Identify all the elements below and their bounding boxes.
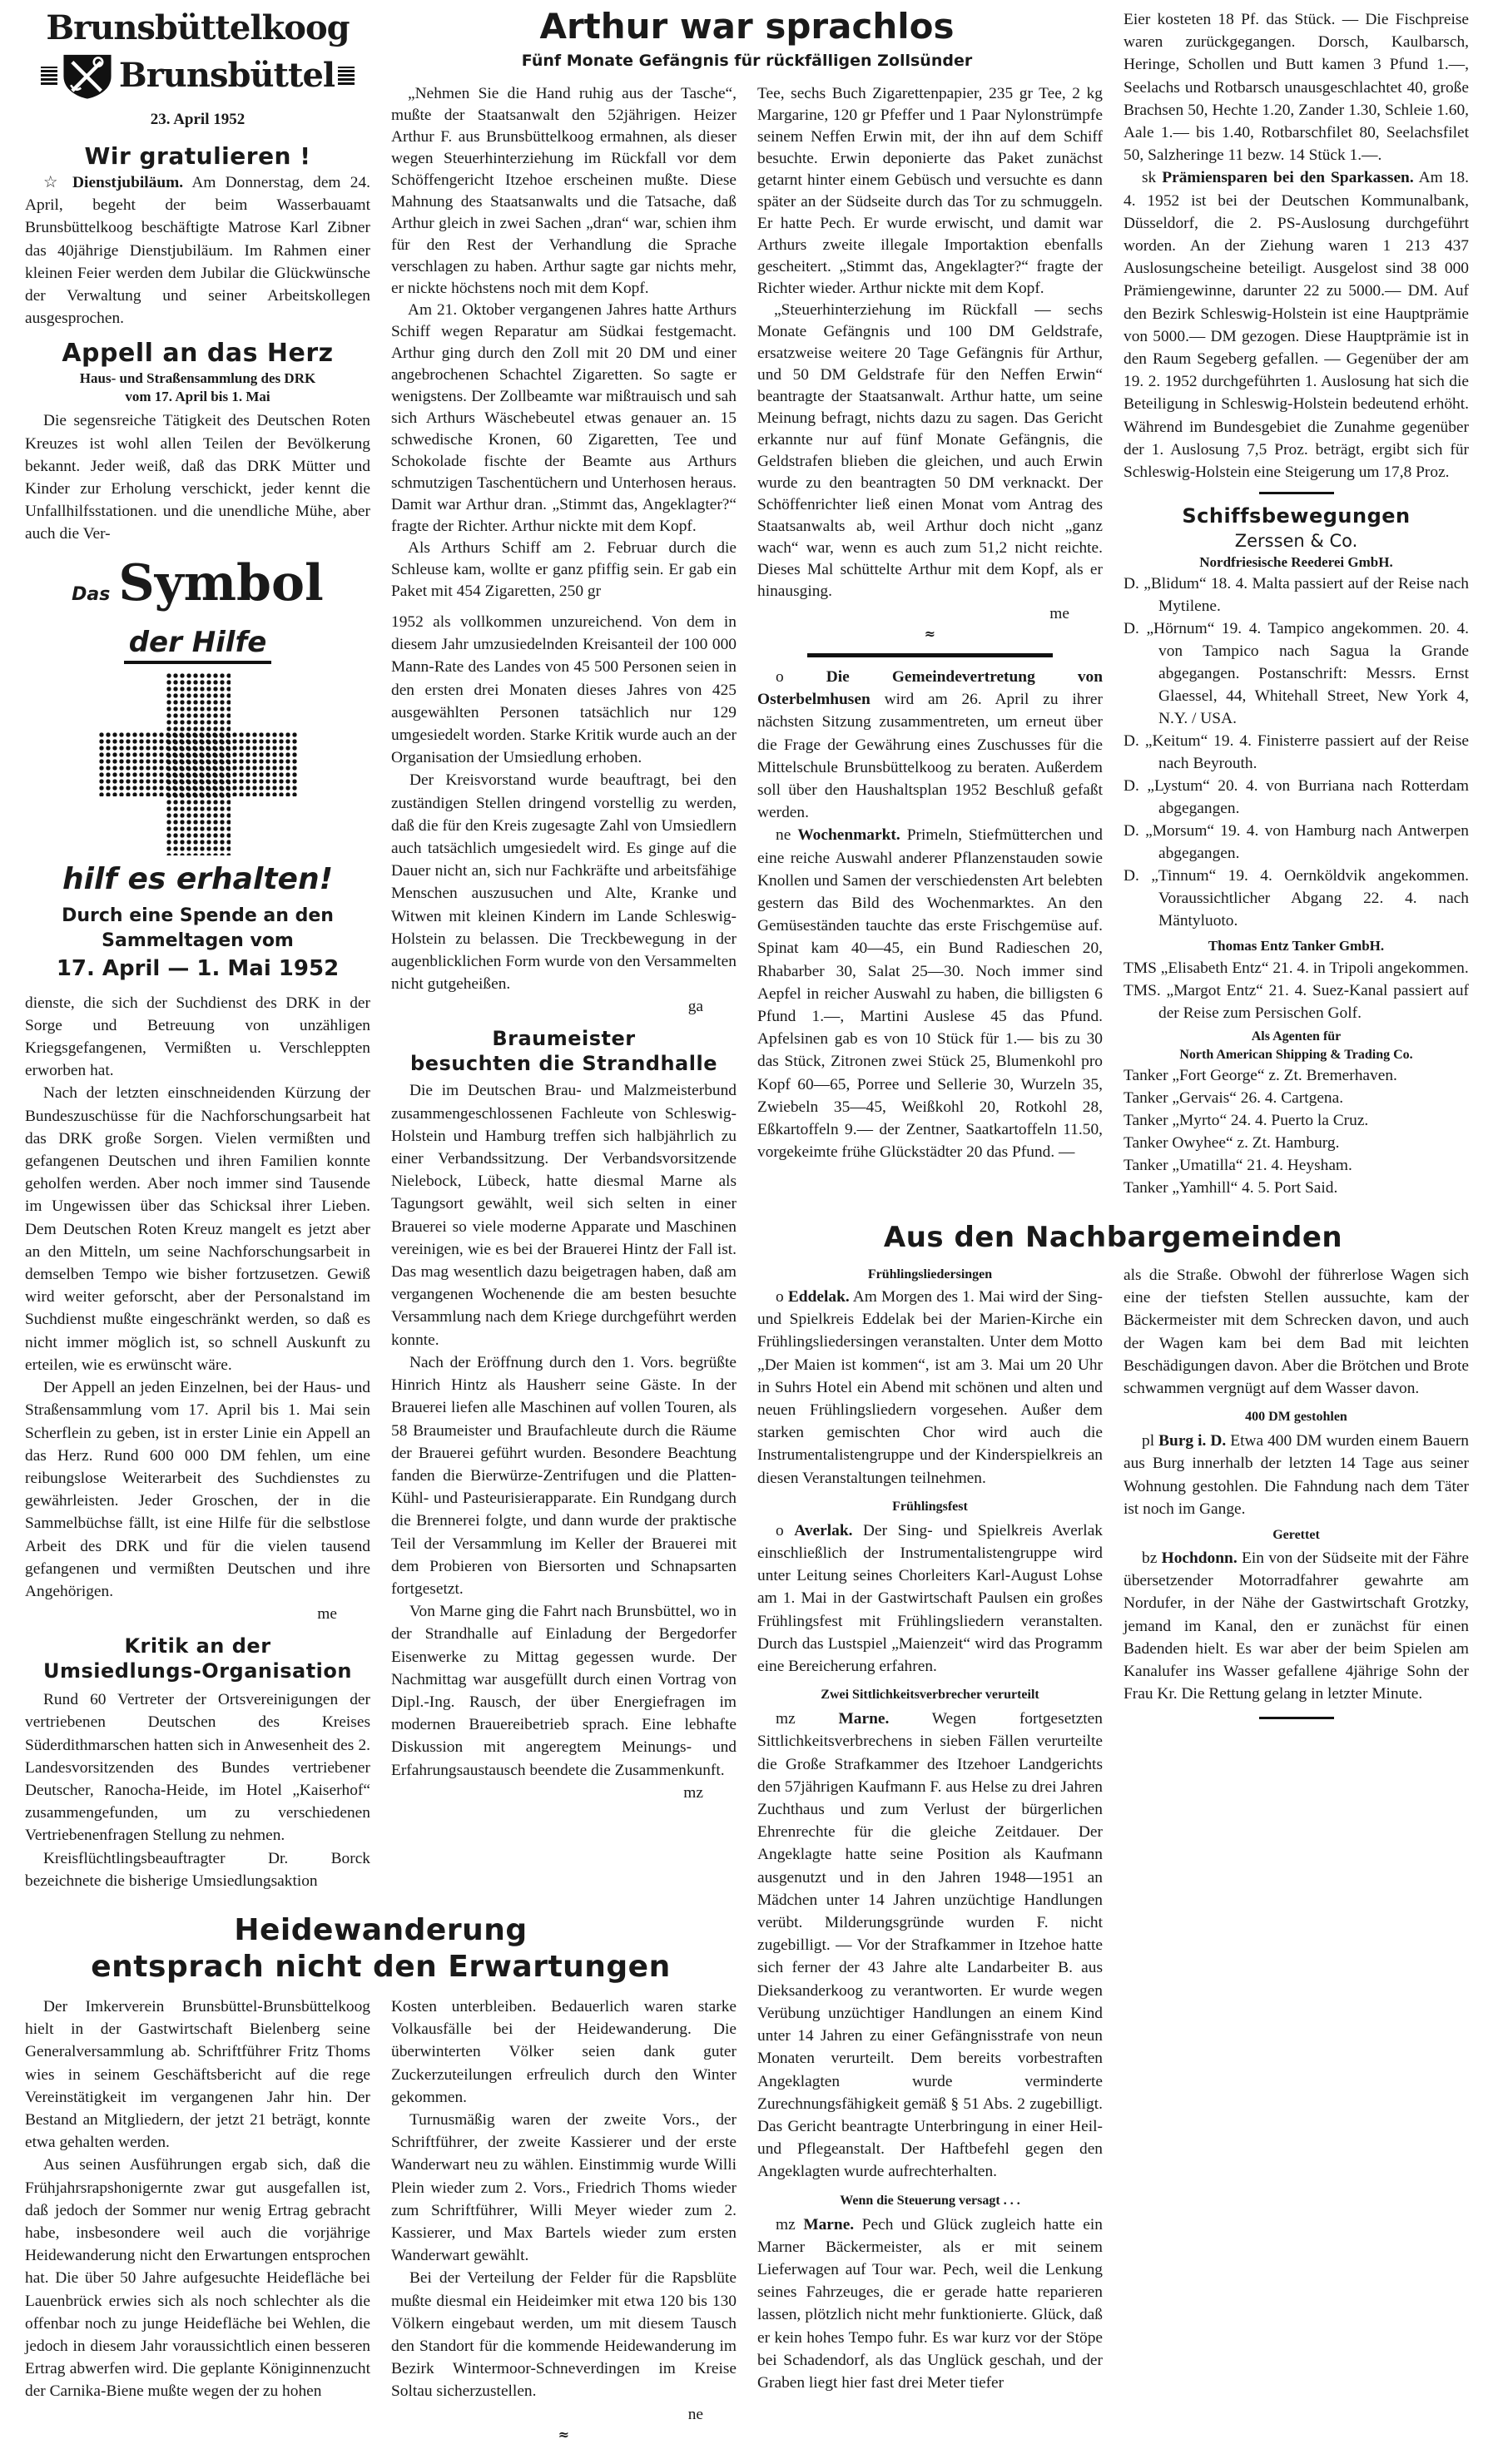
masthead-banner-right-icon bbox=[338, 67, 355, 85]
subheadline: vom 17. April bis 1. Mai bbox=[125, 389, 270, 405]
ornament-icon: ≈ bbox=[558, 2426, 570, 2442]
article-body: o Eddelak. Am Morgen des 1. Mai wird der Sing- und Spielkreis Eddelak bei der Marien-Kirche ein Frühlingsliedersingen veranstalten. Unter dem Motto „Der Maien ist kommen“, ist am 3. Mai um 20 Uhr in Suhrs Hotel ein Abend mit schönen und alten und neuen Frühlingsliedern vorgesehen. Außer dem starken gemischten Chor wird auch die Instrumentalistengruppe und der Kinderspielkreis an diesen Veranstaltungen teilnehmen. bbox=[757, 1288, 1103, 1487]
article-body: Rund 60 Vertreter der Ortsvereinigungen der vertriebenen Deutschen des Kreises Süderdithmarschen hatten sich in Anwesenheit des 2. Landesvorsitzenden des Bundes vertriebener Deutscher, Ranocha-Heide, im Hotel „Kaiserhof“ zusammengefunden, um zu verschiedenen Vertriebenenfragen Stellung zu nehmen. bbox=[25, 1691, 370, 1845]
article-lead: Wochenmarkt. bbox=[797, 826, 900, 845]
agent-entry: Tanker „Yamhill“ 4. 5. Port Said. bbox=[1124, 1179, 1338, 1197]
article-body: Die segensreiche Tätigkeit des Deutschen Roten Kreuzes ist wohl allen Teilen der Bevölkerung bekannt. Jeder weiß, daß das DRK Mütter und Kinder zur Erholung verschickt, jeder kennt die Unfallhilfsstationen. und die unendliche Mühe, aber auch die Ver- bbox=[25, 412, 370, 543]
section-heading: Frühlingsliedersingen bbox=[867, 1267, 993, 1282]
article-body: ne Wochenmarkt. Primeln, Stiefmütterchen und eine reiche Auswahl anderer Pflanzenstauden sowie Knollen und Samen der verschiedensten Art belebten gestern das Bild des Wochenmarktes. An den Gemüseständen tauchte das erste Frischgemüse auf. Spinat kam 40—45, ein Bund Radieschen 20, Rhabarber 30, Salat 25—30. Noch immer sind Aepfel in reicher Auswahl zu haben, die billigsten 6 Pfund 1.—, Martini Auslese 45 das Pfund. Apfelsinen gab es von 10 Stück für 1.— bis zu 30 das Stück, Zitronen zwei Stück 25, Blumenkohl pro Kopf 60—65, Porree und Sellerie 30, Wurzeln 35, Zwiebeln 35—45, Weißkohl 20, Rotkohl 28, Eßkartoffeln 9.— der Zentner, Saatkartoffeln 11.50, vorgekeimte frühe Glückstädter 20 das Pfund. — bbox=[757, 826, 1103, 1162]
ad-symbol: Symbol bbox=[118, 553, 324, 612]
article-wir-gratulieren bbox=[25, 141, 370, 330]
ship-movements bbox=[1124, 503, 1469, 1199]
agent-entry: Tanker „Umatilla“ 21. 4. Heysham. bbox=[1124, 1157, 1352, 1175]
section-heading: Frühlingsfest bbox=[892, 1499, 968, 1514]
author-signature: mz bbox=[683, 1783, 703, 1802]
masthead-banner-left-icon bbox=[41, 67, 57, 85]
author-signature: ga bbox=[687, 998, 703, 1016]
headline-nachbargemeinden: Aus den Nachbargemeinden bbox=[883, 1221, 1343, 1254]
article-body: Bei der Verteilung der Felder für die Rapsblüte mußte diesmal ein Heideimker mit etwa 120 bis 130 Völkern eingebaut werden, um mit diesem Tausch den Standort für die kommende Heidewanderung im Bezirk Wintermoor-Schneverdingen im Kreise Soltau sicherzustellen. bbox=[391, 2269, 737, 2401]
heide-column-1 bbox=[25, 1995, 370, 2403]
article-body: sk Prämiensparen bei den Sparkassen. Am 18. 4. 1952 ist bei der Deutschen Kommunalbank, Düsseldorf, die 2. PS-Auslosung durchgeführt worden. An der Ziehung waren 1 213 437 Auslosungscheine beteiligt. Ausgelost sind 38 000 Prämiengewinne, darunter 22 zu 5000.— DM. Auf den Bezirk Schleswig-Holstein ist eine Hauptprämie von 5000.— DM gezogen. Diese Hauptprämie ist in den Raum Segeberg gefallen. — Gegenüber der am 19. 2. 1952 durchgeführten 1. Auslosung hat sich die Beteiligung in Schleswig-Holstein bedeutend erhöht. Während im Bundesgebiet die Zunahme gegenüber der 1. Auslosung 7,5 Proz. beträgt, ergibt sich für Schleswig-Holstein eine Steigerung um 17,8 Proz. bbox=[1124, 169, 1469, 482]
article-body: Nach der Eröffnung durch den 1. Vors. begrüßte Hinrich Hintz als Hausherr seine Gäste. In der Brauerei liefen alle Maschinen auf vollen Touren, als 58 Braumeister und Braufachleute durch die Räume der Brauerei geführt wurden. Besondere Beachtung fanden die Bierwürze-Zentrifugen und die Platten-Kühl- und Pasteurisierapparate. Ein Rundgang durch die Brennerei folgte, und dann wurde der praktische Teil der Versammlung im Keller der Brauerei mit dem Probieren von Biersorten und Schnapsarten fortgesetzt. bbox=[391, 1353, 737, 1598]
company-name: Nordfriesische Reederei GmbH. bbox=[1199, 554, 1393, 571]
article-kritik-continued bbox=[391, 611, 737, 1018]
article-body: als die Straße. Obwohl der führerlose Wagen sich eine der tiefsten Stellen aussuchte, kam der Bäckermeister mit dem Schrecken davon, und auch der Wagen kam bei dem Bad mit leichten Beschädigungen davon. Aber die Brötchen und Brote schwammen vergnügt auf dem Wasser davon. bbox=[1124, 1267, 1469, 1398]
headline-braumeister: Braumeister besuchten die Strandhalle bbox=[410, 1027, 717, 1076]
author-signature: me bbox=[1049, 605, 1069, 622]
masthead-title-line2: Brunsbüttel bbox=[118, 56, 335, 95]
ad-line1: Durch eine Spende an den bbox=[62, 905, 334, 926]
article-body: Der Appell an jeden Einzelnen, bei der Haus- und Straßensammlung vom 17. April bis 1. Mai sein Scherflein zu geben, ist in erster Linie ein Appell an das Herz. Rund 600 000 DM fehlen, um eine reibungslose Weiterarbeit des Suchdienstes zu gewährleisten. Jeder Groschen, der in die Sammelbüchse fällt, ist eine Hilfe für die selbstlose Arbeit des DRK und für die vielen tausend gefangenen und vermißten Deutschen und ihre Angehörigen. bbox=[25, 1379, 370, 1600]
divider bbox=[1259, 1717, 1334, 1719]
article-kritik bbox=[25, 1634, 370, 1892]
ad-line2: Sammeltagen vom bbox=[102, 930, 294, 951]
ad-das: Das bbox=[72, 583, 111, 605]
ship-entry: D. „Blidum“ 18. 4. Malta passiert auf der Reise nach Mytilene. bbox=[1124, 575, 1469, 616]
author-signature: ne bbox=[687, 2405, 703, 2423]
article-body: pl Burg i. D. Etwa 400 DM wurden einem Bauern aus Burg innerhalb der letzten 14 Tage aus seiner Wohnung gestohlen. Die Fahndung nach dem Täter ist noch im Gange. bbox=[1124, 1432, 1469, 1518]
red-cross-icon bbox=[98, 672, 298, 855]
article-arthur bbox=[391, 3, 1103, 72]
article-body: Von Marne ging die Fahrt nach Brunsbüttel, wo in der Strandhalle auf Einladung der Bergedorfer Eisenwerke zu Mittag gegessen wurde. Der Nachmittag war ausgefüllt durch einen Vortrag von Dipl.-Ing. Rausch, der über Energiefragen im modernen Brauereibetrieb sprach. Eine lebhafte Diskussion mit angeregtem Meinungs- und Erfahrungsaustausch beendete die Zusammenkunft. bbox=[391, 1603, 737, 1779]
article-heide bbox=[25, 1912, 737, 2444]
drk-advertisement bbox=[25, 554, 370, 984]
heide-column-2 bbox=[391, 1995, 737, 2444]
ad-slogan: hilf es erhalten! bbox=[62, 861, 333, 896]
article-body: Am 21. Oktober vergangenen Jahres hatte Arthurs Schiff wegen Reparatur am Südkai festgemacht. Arthur ging durch den Zoll mit 20 DM und einer angebrochenen Schachtel Zigaretten. So sagte er wenigstens. Der Zollbeamte war mißtrauisch und sah sich Arthurs Wäschebeutel etwas genauer an. 15 schwedische Kronen, 60 Zigaretten, Tee und Schokolade fischte der Beamte aus Arthurs schmutzigen Taschentüchern und Unterhosen heraus. Damit war Arthur dran. „Stimmt das, Angeklagter?“ fragte der Richter. Arthur nickte mit dem Kopf. bbox=[391, 301, 737, 535]
subheadline-arthur: Fünf Monate Gefängnis für rückfälligen Zollsünder bbox=[521, 52, 973, 70]
column-middle-right bbox=[757, 83, 1103, 1172]
article-body: Der Imkerverein Brunsbüttel-Brunsbüttelkoog hielt in der Gastwirtschaft Bielenberg seine Generalversammlung ab. Schriftführer Fritz Thoms wies in seinem Geschäftsbericht auf die rege Vereinstätigkeit im vergangenen Jahr hin. Der Bestand an Mitgliedern, der jetzt 21 beträgt, konnte etwa gehalten werden. bbox=[25, 1998, 370, 2152]
agent-entry: Tanker „Myrto“ 24. 4. Puerto la Cruz. bbox=[1124, 1112, 1369, 1130]
tanker-entry: TMS „Elisabeth Entz“ 21. 4. in Tripoli angekommen. bbox=[1124, 959, 1469, 978]
article-lead: Averlak. bbox=[794, 1521, 853, 1539]
agent-entry: Tanker „Fort George“ z. Zt. Bremerhaven. bbox=[1124, 1067, 1397, 1085]
nachbar-column-2 bbox=[1124, 1264, 1469, 1719]
article-lead: Hochdonn. bbox=[1161, 1549, 1238, 1568]
article-appell-continued bbox=[25, 992, 370, 1625]
ship-entry: D. „Lystum“ 20. 4. von Burriana nach Rotterdam abgegangen. bbox=[1124, 777, 1469, 818]
article-body: Die im Deutschen Brau- und Malzmeisterbund zusammengeschlossenen Fachleute von Schleswig-Holstein und Hamburg treffen sich halbjährlich zu einer Verbandssitzung. Der Verbandsvorsitzende Nielebock, Lübeck, hatte diesmal Marne als Tagungsort gewählt, weil sich selten in einer Brauerei so viele moderne Apparate und Maschinen vereinigen, wie es bei der Brauerei Hintz der Fall ist. Das mag wesentlich dazu beigetragen haben, daß am vergangenen Wochenende die am besten besuchte Versammlung nach dem Kriege durchgeführt werden konnte. bbox=[391, 1082, 737, 1349]
headline-kritik: Kritik an der Umsiedlungs-Organisation bbox=[43, 1634, 352, 1683]
article-lead: Eddelak. bbox=[787, 1288, 850, 1306]
article-body: Turnusmäßig waren der zweite Vors., der Schriftführer, der zweite Kassierer und der erste Wanderwart neu zu wählen. Einstimmig wurde Willi Plein wieder zum 2. Vors., Friedrich Thoms wieder zum Schriftführer, Willi Meyer wieder zum 2. Kassierer, und Max Bartels wieder zum ersten Wanderwart gewählt. bbox=[391, 2111, 737, 2265]
local-news-middle bbox=[757, 666, 1103, 1163]
ship-entry: D. „Keitum“ 19. 4. Finisterre passiert auf der Reise nach Beyrouth. bbox=[1124, 732, 1469, 773]
masthead bbox=[25, 8, 370, 130]
article-body: Kosten unterbleiben. Bedauerlich waren starke Volkausfälle bei der Heidewanderung. Die überwinterten Völker seien dank guter Zuckerzuteilungen erfreulich durch den Winter gekommen. bbox=[391, 1998, 737, 2106]
ornament-icon: ≈ bbox=[924, 626, 936, 642]
ad-der-hilfe: der Hilfe bbox=[124, 624, 272, 664]
article-body: dienste, die sich der Suchdienst des DRK in der Sorge und Betreuung von unzähligen Kriegsgefangenen, Vermißten u. Verschleppten erworben hat. bbox=[25, 994, 370, 1080]
article-body: Eier kosteten 18 Pf. das Stück. — Die Fischpreise waren zurückgegangen. Dorsch, Kaulbarsch, Heringe, Schollen und Butt kamen 3 Pfund 1.—, Seelachs und Rotbarsch unausgeschlachtet 40, große Brachsen 50, Hechte 1.20, Zander 1.30, Schleie 1.60, Aale 1.— bis 1.40, Rotbarschfilet 80, Seelachsfilet 50, Salzheringe 11 bezw. 14 Stück 1.—. bbox=[1124, 11, 1469, 165]
agent-entry: Tanker Owyhee“ z. Zt. Hamburg. bbox=[1124, 1134, 1340, 1153]
masthead-title-line1: Brunsbüttelkoog bbox=[46, 8, 350, 47]
article-body: mz Marne. Pech und Glück zugleich hatte ein Marner Bäckermeister, als er mit seinem Lieferwagen auf Tour war. Pech, weil die Lenkung seines Fahrzeuges, die er gerade hatte reparieren lassen, plötzlich nicht mehr funktionierte. Glück, daß er kein hohes Tempo fuhr. Es war kurz vor der Stöpe bei Schadendorf, als das Unglück geschah, und der Graben liegt hier fast drei Meter tiefer bbox=[757, 2215, 1103, 2392]
issue-date: 23. April 1952 bbox=[150, 111, 246, 128]
article-lead: Burg i. D. bbox=[1158, 1432, 1227, 1450]
article-body: „Nehmen Sie die Hand ruhig aus der Tasche“, mußte der Staatsanwalt den 52jährigen. Heizer Arthur F. aus Brunsbüttelkoog ermahnen, als dieser wegen Steuerhinterziehung im Rückfall vor dem Schöffengericht Itzehoe erscheinen mußte. Diese Mahnung des Staatsanwalts und die Tatsache, daß Arthur gleich in zwei Sachen „dran“ war, schien ihm für den Rest der Verhandlung die Sprache verschlagen zu haben. Arthur sagte gar nichts mehr, er nickte höchstens noch mit dem Kopf. bbox=[391, 85, 737, 297]
agents-heading: North American Shipping & Trading Co. bbox=[1179, 1048, 1413, 1063]
article-body: Aus seinen Ausführungen ergab sich, daß die Frühjahrsrapshonigernte zwar gut ausgefallen ist, daß jedoch der Sommer nur wenig Ertrag gebracht habe, insbesondere weil auch die vorjährige Heidewanderung nicht den Erwartungen entsprochen hat. Die über 50 Jahre aufgesuchte Heidefläche bei Lauenbrück erwies sich als noch schlechter als die offenbar noch zu junge Heidefläche bei Wehlen, die jedoch in diesem Jahr voraussichtlich einen besseren Ertrag abwerfen wird. Die geplante Königinnenzucht der Carnika-Biene mußte wegen der zu hohen bbox=[25, 2156, 370, 2401]
star-icon: ☆ bbox=[43, 174, 63, 191]
article-lead: Marne. bbox=[803, 2215, 855, 2233]
article-body: Tee, sechs Buch Zigarettenpapier, 235 gr Tee, 2 kg Margarine, 120 gr Pfeffer und 1 Paar Nylonstrümpfe seinem Neffen Erwin mit, der ihn auf dem Schiff besuchte. Erwin deponierte das Paket zunächst getarnt hinter einem Gebüsch und versuchte es dann später an der Südseite durch das Tor zu schmuggeln. Er hatte Pech. Er wurde erwischt, und damit war Arthurs zweite illegale Importaktion ebenfalls gescheitert. „Stimmt das, Angeklagter?“ fragte der Richter wieder. Arthur nickte mit dem Kopf. bbox=[757, 85, 1103, 297]
section-heading: Zwei Sittlichkeitsverbrecher verurteilt bbox=[821, 1688, 1039, 1703]
tanker-entry: TMS. „Margot Entz“ 21. 4. Suez-Kanal passiert auf der Reise zum Persischen Golf. bbox=[1124, 982, 1469, 1023]
ad-dates: 17. April — 1. Mai 1952 bbox=[56, 955, 340, 981]
headline-wir-gratulieren: Wir gratulieren ! bbox=[84, 142, 311, 170]
article-lead: Marne. bbox=[838, 1710, 890, 1728]
article-body: bz Hochdonn. Ein von der Südseite mit der Fähre übersetzender Motorradfahrer gewahrte am Nordufer, in der Nähe der Gastwirtschaft Grotzky, jemand im Kanal, den er zunächst für einen Badenden hielt. Es war aber der beim Spielen am Kanalufer ins Wasser gefallene 4jährige Sohn der Frau Kr. Die Rettung gelang in letzter Minute. bbox=[1124, 1549, 1469, 1703]
local-news bbox=[1124, 8, 1469, 483]
article-body: Nach der letzten einschneidenden Kürzung der Bundeszuschüsse für die Nachforschungsarbeit hat das DRK große Sorgen. Vielen vermißten und gefangenen Deutschen und ihren Familien konnte geholfen werden. Aber noch immer sind Tausende im Ungewissen über das Schicksal ihrer Lieben. Dem Deutschen Roten Kreuz mangelt es jetzt aber an den Mitteln, um seine Nachforschungsarbeit in demselben Tempo wie bisher fortzusetzen. Gewiß wird weiter geforscht, aber der Personalstand im Suchdienst mußte eingeschränkt werden, so daß es nicht immer möglich ist, so schnell Auskunft zu erteilen, wie es erwünscht wäre. bbox=[25, 1084, 370, 1374]
article-body: o Die Gemeindevertretung von Osterbelmhusen wird am 26. April zu ihrer nächsten Sitzung zusammentreten, um erneut über die Frage der Gewährung eines Zuschusses für die Mittelschule Brunsbüttelkoog zu beraten. Außerdem soll über den Haushaltsplan 1952 Beschluß gefaßt werden. bbox=[757, 668, 1103, 822]
ship-entry: D. „Tinnum“ 19. 4. Oernköldvik angekommen. Voraussichtlicher Abgang 22. 4. nach Mäntyluoto. bbox=[1124, 867, 1469, 930]
article-body: 1952 als vollkommen unzureichend. Von dem in diesem Jahr umzusiedelnden Kreisanteil der 100 000 Mann-Rate des Landes von 45 500 Personen seien in den ersten drei Monaten dieses Jahres von 425 ausgewählten Personen tatsächlich nur 129 umgesiedelt worden. Starke Kritik wurde auch an der Organisation der Umsiedlung erhoben. bbox=[391, 613, 737, 767]
headline-arthur: Arthur war sprachlos bbox=[539, 6, 955, 47]
article-body: mz Marne. Wegen fortgesetzten Sittlichkeitsverbrechens in sieben Fällen verurteilte die Große Strafkammer des Itzehoer Landgerichts den 57jährigen Kaufmann F. aus Helse zu drei Jahren Zuchthaus und zum Verlust der bürgerlichen Ehrenrechte für die gleiche Zeitdauer. Der Angeklagte hatte seine Position als Kaufmann ausgenutzt und in den Jahren 1948—1951 an Mädchen unter 14 Jahren unzüchtige Handlungen verübt. Milderungsgründe wurden F. nicht zugebilligt. — Vor der Strafkammer in Itzehoe hatte sich ferner der 43 Jahre alte Landarbeiter B. aus Dieksanderkoog zu verantworten. Er wurde wegen Verübung unzüchtiger Handlungen an einem Kind unter 14 Jahren zu einer Gefängnisstrafe von neun Monaten verurteilt. Dem bereits vorbestraften Angeklagten wurde verminderte Zurechnungsfähigkeit gemäß § 51 Abs. 2 zugebilligt. Das Gericht beantragte Unterbringung in einer Heil- und Pflegeanstalt. Der Haftbefehl gegen den Angeklagten wurde aufrechterhalten. bbox=[757, 1710, 1103, 2181]
company-name: Thomas Entz Tanker GmbH. bbox=[1208, 938, 1385, 954]
author-signature: me bbox=[317, 1605, 337, 1624]
headline-heide: Heidewanderung entsprach nicht den Erwartungen bbox=[91, 1913, 671, 1984]
agent-list bbox=[1124, 1064, 1469, 1199]
divider bbox=[1259, 492, 1334, 494]
ship-entry: D. „Hörnum“ 19. 4. Tampico angekommen. 20. 4. von Tampico nach Sagua la Grande abgegangen. Postanschrift: Messrs. Ernst Glaessel, 44, Whitehall Street, New York 4, N.Y. / USA. bbox=[1124, 620, 1469, 728]
article-lead: Die Gemeindevertretung von Osterbelmhusen bbox=[757, 668, 1103, 709]
nachbar-column-1 bbox=[757, 1264, 1103, 2394]
article-body: ☆ Dienstjubiläum. Am Donnerstag, dem 24. April, begeht der beim Wasserbauamt Brunsbüttelkoog beschäftigte Matrose Karl Zibner das 40jährige Dienstjubiläum. Im Rahmen einer kleinen Feier werden dem Jubilar die Glückwünsche der Verwaltung und seiner Arbeitskollegen ausgesprochen. bbox=[25, 174, 370, 328]
ship-list bbox=[1124, 573, 1469, 932]
article-lead: Dienstjubiläum. bbox=[72, 174, 184, 191]
tanker-list bbox=[1124, 957, 1469, 1024]
arthur-column-2 bbox=[757, 83, 1103, 657]
ship-entry: D. „Morsum“ 19. 4. von Hamburg nach Antwerpen abgegangen. bbox=[1124, 822, 1469, 863]
column-right bbox=[1124, 8, 1469, 1199]
article-body: Als Arthurs Schiff am 2. Februar durch die Schleuse kam, wollte er ganz pfiffig sein. Er gab ein Paket mit 454 Zigaretten, 250 gr bbox=[391, 539, 737, 600]
article-body: Der Kreisvorstand wurde beauftragt, bei den zuständigen Stellen dringend vorstellig zu werden, daß die für den Kreis zugesagte Zahl von Umsiedlern auch tatsächlich umgesiedelt wird. Es ginge auf die Dauer nicht an, sich nur Fachkräfte und arbeitsfähige Menschen auszusuchen und Alte, Kranke und Witwen mit kleinen Kindern im Lande Schleswig-Holstein zu belassen. Die Treckbewegung in der augenblicklichen Form wurde von den Versammelten nicht gutgeheißen. bbox=[391, 771, 737, 994]
article-body: o Averlak. Der Sing- und Spielkreis Averlak einschließlich der Instrumentalistengruppe wird unter Leitung seines Chorleiters Karl-August Lohse am 1. Mai in der Gastwirtschaft Paulsen ein großes Frühlingsfest mit Frühlingsliedern veranstalten. Durch das Lustspiel „Maienzeit“ wird das Programm eine Bereicherung erfahren. bbox=[757, 1521, 1103, 1676]
divider bbox=[807, 653, 1053, 657]
section-heading: Gerettet bbox=[1272, 1528, 1320, 1543]
article-body: „Steuerhinterziehung im Rückfall — sechs Monate Gefängnis und 100 DM Geldstrafe, ersatzweise weitere 20 Tage Gefängnis für Arthur, und 50 DM Geldstrafe für den Neffen Erwin“ beantragte der Staatsanwalt. Arthur hatte, um seine Meinung befragt, nichts dazu zu sagen. Das Gericht erkannte nur auf fünf Monate Gefängnis, die Geldstrafen blieben die gleichen, und auch Erwin wurde zu den beantragten 50 DM verknackt. Der Schöffenrichter ließ einen Monat vom Antrag des Staatsanwalts ab, weil Arthur doch nicht „ganz wach“ war, wenn es auch zum 51,2 nicht reichte. Dieses Mal schüttelte Arthur mit dem Kopf, als er hinausging. bbox=[757, 301, 1103, 600]
article-lead: Prämiensparen bei den Sparkassen. bbox=[1162, 169, 1414, 187]
article-braumeister bbox=[391, 1026, 737, 1803]
headline-appell: Appell an das Herz bbox=[62, 339, 334, 369]
agent-entry: Tanker „Gervais“ 26. 4. Cartgena. bbox=[1124, 1089, 1344, 1108]
headline-schiffsbewegungen: Schiffsbewegungen bbox=[1182, 504, 1411, 528]
article-body: Kreisflüchtlingsbeauftragter Dr. Borck bezeichnete die bisherige Umsiedlungsaktion bbox=[25, 1849, 370, 1890]
subheadline: Haus- und Straßensammlung des DRK bbox=[79, 370, 316, 387]
section-heading: 400 DM gestohlen bbox=[1245, 1410, 1347, 1425]
company-name: Zerssen & Co. bbox=[1234, 531, 1358, 552]
column-left bbox=[25, 8, 370, 1892]
column-middle-left bbox=[391, 83, 737, 1804]
article-appell bbox=[25, 338, 370, 545]
arthur-column-1 bbox=[391, 83, 737, 602]
anchor-shield-crest-icon bbox=[61, 52, 114, 100]
section-nachbargemeinden bbox=[757, 1219, 1469, 2394]
section-heading: Wenn die Steuerung versagt . . . bbox=[840, 2193, 1020, 2208]
agents-heading: Als Agenten für bbox=[1251, 1029, 1342, 1044]
